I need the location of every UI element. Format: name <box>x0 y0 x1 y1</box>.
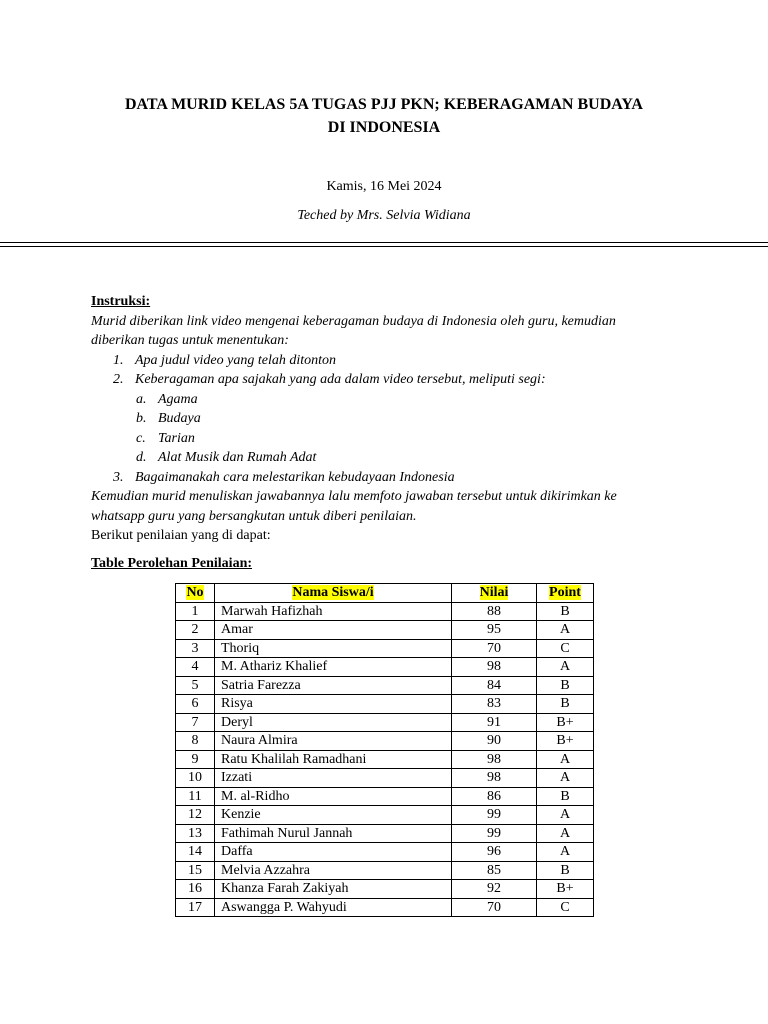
table-heading: Table Perolehan Penilaian: <box>91 556 253 571</box>
title-line-2: DI INDONESIA <box>327 119 441 136</box>
cell-point: B <box>537 676 594 695</box>
cell-point: A <box>537 769 594 788</box>
cell-point: A <box>537 621 594 640</box>
cell-no: 4 <box>176 658 215 677</box>
cell-name: Marwah Hafizhah <box>215 602 452 621</box>
cell-no: 2 <box>176 621 215 640</box>
instructions-heading: Instruksi: <box>91 294 151 309</box>
list-item-text: Bagaimanakah cara melestarikan kebudayaan Indonesia <box>135 469 455 485</box>
list-marker: 2. <box>113 372 124 387</box>
table-row <box>176 695 594 714</box>
cell-name: Kenzie <box>215 806 452 825</box>
sub-list-marker: c. <box>136 430 146 446</box>
cell-name: Thoriq <box>215 639 452 658</box>
cell-no: 9 <box>176 750 215 769</box>
cell-nilai: 88 <box>452 602 537 621</box>
table-row <box>176 750 594 769</box>
cell-nilai: 98 <box>452 769 537 788</box>
intro-line-2: diberikan tugas untuk menentukan: <box>91 333 289 348</box>
cell-point: C <box>537 898 594 917</box>
cell-point: A <box>537 750 594 769</box>
table-row <box>176 806 594 825</box>
teacher-credit: Teched by Mrs. Selvia Widiana <box>297 208 471 223</box>
title-line-1: DATA MURID KELAS 5A TUGAS PJJ PKN; KEBERAGAMAN BUDAYA <box>125 96 643 113</box>
table-header-row <box>176 584 594 603</box>
cell-name: Khanza Farah Zakiyah <box>215 880 452 899</box>
cell-nilai: 70 <box>452 898 537 917</box>
cell-nilai: 84 <box>452 676 537 695</box>
cell-nilai: 98 <box>452 750 537 769</box>
table-row <box>176 602 594 621</box>
cell-point: C <box>537 639 594 658</box>
cell-no: 8 <box>176 732 215 751</box>
cell-name: Izzati <box>215 769 452 788</box>
sub-list-item <box>91 409 691 429</box>
cell-point: B+ <box>537 732 594 751</box>
table-body <box>176 602 594 917</box>
cell-name: Aswangga P. Wahyudi <box>215 898 452 917</box>
cell-name: Amar <box>215 621 452 640</box>
instructions-section <box>91 292 691 546</box>
column-header-name <box>215 584 452 603</box>
sub-list-item <box>91 390 691 410</box>
cell-point: A <box>537 658 594 677</box>
cell-point: B+ <box>537 880 594 899</box>
cell-point: B <box>537 695 594 714</box>
closing-line-1: Kemudian murid menuliskan jawabannya lalu memfoto jawaban tersebut untuk dikirimkan ke <box>91 489 617 504</box>
cell-name: Satria Farezza <box>215 676 452 695</box>
cell-nilai: 99 <box>452 824 537 843</box>
cell-nilai: 83 <box>452 695 537 714</box>
header-highlight: Nilai <box>479 585 509 601</box>
cell-no: 16 <box>176 880 215 899</box>
cell-point: A <box>537 806 594 825</box>
cell-nilai: 91 <box>452 713 537 732</box>
cell-name: M. al-Ridho <box>215 787 452 806</box>
cell-nilai: 86 <box>452 787 537 806</box>
table-row <box>176 658 594 677</box>
list-marker: 1. <box>113 352 124 368</box>
sub-list-item-text: Alat Musik dan Rumah Adat <box>158 450 317 465</box>
scores-table <box>175 583 594 917</box>
table-row <box>176 843 594 862</box>
sub-list-marker: a. <box>136 391 147 407</box>
result-intro: Berikut penilaian yang di dapat: <box>91 528 271 543</box>
cell-no: 17 <box>176 898 215 917</box>
closing-line-2: whatsapp guru yang bersangkutan untuk diberi penilaian. <box>91 508 417 524</box>
list-item <box>91 351 691 371</box>
cell-name: Daffa <box>215 843 452 862</box>
cell-no: 10 <box>176 769 215 788</box>
list-marker: 3. <box>113 469 124 485</box>
list-item-text: Apa judul video yang telah ditonton <box>135 352 337 368</box>
cell-no: 11 <box>176 787 215 806</box>
cell-no: 7 <box>176 713 215 732</box>
cell-name: Melvia Azzahra <box>215 861 452 880</box>
column-header-no <box>176 584 215 603</box>
table-row <box>176 676 594 695</box>
cell-name: Deryl <box>215 713 452 732</box>
table-row <box>176 621 594 640</box>
cell-nilai: 99 <box>452 806 537 825</box>
document-date: Kamis, 16 Mei 2024 <box>326 179 442 194</box>
intro-line-1: Murid diberikan link video mengenai keberagaman budaya di Indonesia oleh guru, kemudian <box>91 313 616 329</box>
cell-no: 13 <box>176 824 215 843</box>
list-item <box>91 370 691 390</box>
sub-list-item <box>91 429 691 449</box>
cell-nilai: 98 <box>452 658 537 677</box>
cell-point: A <box>537 824 594 843</box>
cell-name: Fathimah Nurul Jannah <box>215 824 452 843</box>
cell-nilai: 96 <box>452 843 537 862</box>
table-row <box>176 824 594 843</box>
header-divider-bottom <box>0 246 768 247</box>
header-divider-top <box>0 242 768 243</box>
table-row <box>176 880 594 899</box>
sub-list-item <box>91 448 691 468</box>
header-highlight: Point <box>549 585 581 601</box>
cell-point: B <box>537 602 594 621</box>
cell-nilai: 90 <box>452 732 537 751</box>
sub-list-item-text: Tarian <box>158 430 195 446</box>
list-item <box>91 468 691 488</box>
sub-list-item-text: Agama <box>158 391 198 407</box>
cell-no: 14 <box>176 843 215 862</box>
cell-no: 12 <box>176 806 215 825</box>
cell-point: B <box>537 787 594 806</box>
column-header-nilai <box>452 584 537 603</box>
cell-point: B <box>537 861 594 880</box>
cell-name: M. Athariz Khalief <box>215 658 452 677</box>
cell-name: Risya <box>215 695 452 714</box>
cell-no: 15 <box>176 861 215 880</box>
list-item-text: Keberagaman apa sajakah yang ada dalam video tersebut, meliputi segi: <box>135 372 546 387</box>
header-highlight: Nama Siswa/i <box>292 585 374 601</box>
sub-list-marker: b. <box>136 411 147 426</box>
header-highlight: No <box>186 585 204 601</box>
table-row <box>176 732 594 751</box>
column-header-point <box>537 584 594 603</box>
sub-list-item-text: Budaya <box>158 411 201 426</box>
table-row <box>176 639 594 658</box>
table-row <box>176 898 594 917</box>
sub-list-marker: d. <box>136 450 147 465</box>
cell-nilai: 70 <box>452 639 537 658</box>
cell-no: 3 <box>176 639 215 658</box>
cell-name: Ratu Khalilah Ramadhani <box>215 750 452 769</box>
cell-no: 6 <box>176 695 215 714</box>
cell-nilai: 92 <box>452 880 537 899</box>
cell-name: Naura Almira <box>215 732 452 751</box>
table-row <box>176 861 594 880</box>
table-row <box>176 787 594 806</box>
document-title <box>0 93 768 139</box>
cell-no: 5 <box>176 676 215 695</box>
cell-nilai: 95 <box>452 621 537 640</box>
cell-point: A <box>537 843 594 862</box>
cell-nilai: 85 <box>452 861 537 880</box>
cell-no: 1 <box>176 602 215 621</box>
table-row <box>176 713 594 732</box>
table-row <box>176 769 594 788</box>
cell-point: B+ <box>537 713 594 732</box>
